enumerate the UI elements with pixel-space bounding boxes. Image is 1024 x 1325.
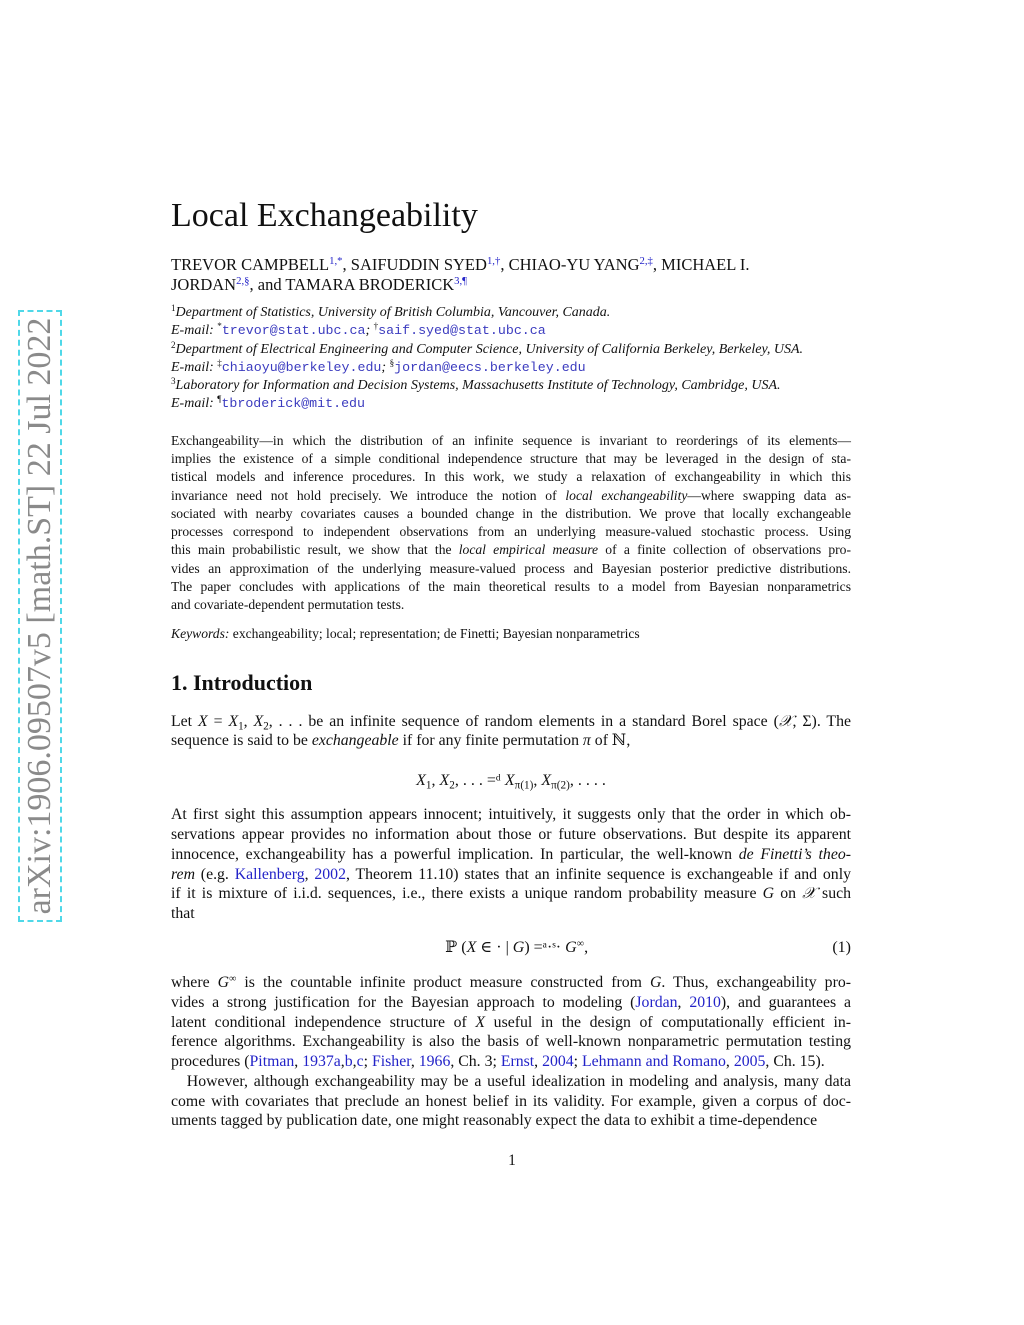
- text: (e.g.: [194, 865, 235, 883]
- italic-text: 𝒳: [778, 712, 793, 730]
- text: , Theorem 11.10) states that an infinite sequence is exchangeable if and only: [345, 865, 851, 883]
- text: sequence is said to be: [171, 732, 312, 750]
- citation-link[interactable]: Jordan: [635, 993, 678, 1011]
- subscript: 1: [425, 779, 432, 792]
- text: ;: [363, 1053, 372, 1071]
- text: —where swapping data as-: [687, 487, 852, 503]
- email-link[interactable]: tbroderick@mit.edu: [221, 396, 366, 412]
- text: ,: [725, 1053, 734, 1071]
- text-line: [171, 904, 851, 924]
- text: Let: [171, 712, 198, 730]
- section-heading: 1. Introduction: [171, 669, 313, 695]
- text: , . . . be an infinite sequence of random elements in a standard Borel space (: [268, 712, 779, 730]
- text: ,: [294, 1053, 303, 1071]
- text-line: [171, 845, 851, 865]
- text: ,: [304, 865, 315, 883]
- italic-text: X: [541, 772, 552, 790]
- equation-1: [171, 936, 851, 960]
- text: ,: [584, 938, 589, 956]
- citation-link[interactable]: Pitman: [249, 1053, 295, 1071]
- text: ,: [431, 772, 440, 790]
- text: ,: [340, 1053, 345, 1071]
- text-line: [171, 884, 851, 904]
- italic-text: X: [475, 1013, 486, 1031]
- italic-text: E-mail:: [171, 359, 218, 375]
- text: ,: [533, 772, 542, 790]
- italic-text: X: [466, 938, 477, 956]
- text-line: [171, 805, 851, 825]
- arxiv-id: arXiv:1906.09507v5 [math.ST] 22 Jul 2022: [21, 317, 58, 915]
- italic-text: G: [512, 938, 525, 956]
- text-line: [171, 1111, 851, 1131]
- text: ): [524, 938, 534, 956]
- text: useful in the design of computationally efficient in-: [485, 1013, 851, 1031]
- italic-text: ;: [365, 323, 374, 339]
- citation-link[interactable]: 2002: [314, 865, 346, 883]
- text: However, although exchangeability may be a useful idealization in modeling and analysis, many data: [171, 1072, 851, 1090]
- text: =: [207, 712, 229, 730]
- text: is the countable infinite product measure constructed from: [236, 973, 650, 991]
- superscript: 2: [171, 339, 176, 350]
- italic-text: G: [565, 938, 577, 956]
- equation: [171, 769, 851, 793]
- text: . Thus, exchangeability pro-: [661, 973, 851, 991]
- italic-text: X: [439, 772, 450, 790]
- footnote-marker[interactable]: 2,‡: [639, 255, 653, 268]
- text: uments tagged by publication date, one might reasonably expect the data to exhibit a time-dependence: [171, 1112, 818, 1130]
- superscript: ¶: [217, 394, 222, 405]
- italic-text: ;: [381, 359, 390, 375]
- text: Exchangeability—in which the distribution of an infinite sequence is invariant to reorderings of its elements—: [171, 432, 851, 448]
- italic-text: Department of Electrical Engineering and Computer Science, University of California Berkeley, Berkeley, USA.: [175, 341, 804, 357]
- text: where: [171, 973, 218, 991]
- page-column: [171, 0, 851, 1131]
- text: , . . .: [454, 772, 487, 790]
- text: ,: [352, 1053, 357, 1071]
- text: , Ch. 3;: [450, 1053, 501, 1071]
- footnote-marker[interactable]: 1,†: [486, 255, 501, 268]
- italic-text: rem: [171, 865, 195, 883]
- citation-link[interactable]: b: [344, 1053, 353, 1071]
- page-number: 1: [508, 1152, 516, 1169]
- text: processes correspond to independent observations from an underlying measure-valued stochastic process. Using: [171, 524, 851, 540]
- text-line: [171, 625, 851, 643]
- text: if for any finite permutation: [398, 732, 583, 750]
- email-link[interactable]: saif.syed@stat.ubc.ca: [378, 323, 546, 339]
- text: The paper concludes with applications of the main theoretical results to a model from Bayesian nonparametrics: [171, 578, 851, 594]
- italic-text: X: [416, 772, 426, 790]
- text-line: [171, 973, 851, 993]
- text-line: [171, 769, 851, 793]
- superscript: §: [389, 357, 395, 368]
- text: At first sight this assumption appears innocent; intuitively, it suggests only that the order in which ob-: [171, 806, 851, 824]
- text-line: [171, 304, 851, 322]
- text: sociated with nearby covariates causes a bounded change in the distribution. We prove that locally exchangeable: [171, 505, 851, 521]
- text: vides an approximation of the underlying measure-valued process and Bayesian posterior predictive distributions.: [171, 560, 851, 576]
- affiliations: [171, 304, 851, 414]
- text: exchangeability; local; representation; de Finetti; Bayesian nonparametrics: [229, 626, 640, 642]
- superscript: 1: [171, 303, 176, 313]
- citation-link[interactable]: Ernst: [500, 1053, 535, 1071]
- text: =ᵈ: [486, 772, 505, 790]
- italic-text: exchangeable: [311, 732, 399, 750]
- subscript: π(1): [514, 779, 534, 792]
- text-line: [171, 865, 851, 885]
- text: of a finite collection of observations pro-: [598, 542, 851, 558]
- text: invariance need not hold precisely. We introduce the notion of: [171, 487, 566, 503]
- text-line: [171, 1013, 851, 1033]
- text: procedures (: [171, 1053, 250, 1071]
- subscript: π(2): [551, 779, 570, 792]
- text: , SAIFUDDIN SYED: [342, 255, 487, 274]
- citation-link[interactable]: 2004: [542, 1053, 574, 1071]
- citation-link[interactable]: Fisher: [371, 1053, 411, 1071]
- text: TREVOR CAMPBELL: [171, 255, 330, 274]
- text: ,: [243, 712, 254, 730]
- text-line: [171, 1092, 851, 1112]
- text: , and TAMARA BRODERICK: [249, 275, 455, 294]
- text: of ℕ,: [590, 732, 631, 750]
- citation-link[interactable]: Lehmann and Romano: [582, 1053, 726, 1071]
- paragraph: [171, 1072, 851, 1131]
- text-line: [171, 505, 851, 523]
- text: =ᵃ·ˢ·: [533, 938, 566, 956]
- italic-text: 𝒳: [802, 885, 816, 903]
- citation-link[interactable]: 1966: [418, 1053, 451, 1071]
- italic-text: local exchangeability: [565, 487, 688, 503]
- text: latent conditional independence structure of: [171, 1013, 476, 1031]
- text-line: [171, 560, 851, 578]
- italic-text: local empirical measure: [458, 542, 599, 558]
- text-line: [171, 993, 851, 1013]
- text: , MICHAEL I.: [652, 255, 750, 274]
- text-line: [171, 1052, 851, 1072]
- text: ), and guarantees a: [720, 993, 851, 1011]
- citation-link[interactable]: 2010: [689, 993, 721, 1011]
- text: , . . . .: [569, 772, 606, 790]
- author-list: [171, 255, 851, 295]
- text-line: [171, 712, 851, 732]
- text-line: [171, 731, 851, 751]
- paragraph: [171, 973, 851, 1072]
- text: , Ch. 15).: [765, 1053, 825, 1071]
- text: tistical models and inference procedures. In this work, we study a relaxation of exchangeability in which this: [171, 469, 851, 485]
- text-line: [171, 275, 851, 295]
- italic-text: π: [582, 732, 591, 750]
- keywords: [171, 625, 851, 643]
- italic-text: G: [649, 973, 662, 991]
- equation-expression: [171, 936, 832, 960]
- italic-text: X: [253, 712, 264, 730]
- citation-link[interactable]: c: [356, 1053, 364, 1071]
- superscript: ∞: [229, 973, 237, 985]
- italic-text: Keywords:: [171, 626, 230, 642]
- text: ,: [677, 993, 690, 1011]
- subscript: 2: [263, 719, 269, 732]
- paper-title: Local Exchangeability: [171, 197, 478, 234]
- text-line: [171, 487, 851, 505]
- paragraph: [171, 805, 851, 924]
- text-line: [171, 359, 851, 377]
- subscript: 1: [238, 719, 244, 732]
- text: servations appear provides no information about those or future observations. But despite its apparent: [171, 825, 851, 843]
- text-line: [171, 596, 851, 614]
- subscript: 2: [449, 779, 455, 792]
- italic-text: X: [198, 712, 208, 730]
- arxiv-stamp: [18, 310, 62, 922]
- text: JORDAN: [171, 275, 237, 294]
- paragraph: [171, 712, 851, 752]
- text: this main probabilistic result, we show that the: [171, 542, 459, 558]
- equation-number: (1): [832, 938, 851, 956]
- italic-text: Laboratory for Information and Decision Systems, Massachusetts Institute of Technology, Cambridge, USA.: [175, 378, 781, 394]
- text: and covariate-dependent permutation tests.: [171, 597, 405, 613]
- text-line: [171, 377, 851, 395]
- text-line: [171, 395, 851, 413]
- text-line: [171, 450, 851, 468]
- text-line: [171, 1072, 851, 1092]
- text-line: [171, 578, 851, 596]
- email-link[interactable]: chiaoyu@berkeley.edu: [221, 359, 382, 375]
- text: implies the existence of a simple conditional independence structure that may be leveraged in the design of sta-: [171, 451, 851, 467]
- text: vides a strong justification for the Bayesian approach to modeling (: [171, 993, 636, 1011]
- italic-text: Department of Statistics, University of British Columbia, Vancouver, Canada.: [175, 305, 611, 320]
- citation-link[interactable]: Kallenberg: [234, 865, 305, 883]
- superscript: ∞: [576, 938, 585, 950]
- text: come with covariates that preclude an honest belief in its validity. For example, given a corpus of doc-: [171, 1092, 851, 1110]
- text: ∈ · |: [476, 938, 513, 956]
- text-line: [201, 936, 832, 960]
- italic-text: E-mail:: [171, 323, 218, 339]
- superscript: 3: [171, 376, 176, 387]
- text-line: [171, 523, 851, 541]
- text-line: [171, 541, 851, 559]
- text: such: [815, 885, 852, 903]
- abstract: [171, 432, 851, 615]
- text-line: [171, 468, 851, 486]
- text: , CHIAO-YU YANG: [500, 255, 640, 274]
- italic-text: E-mail:: [171, 396, 218, 412]
- text: ,: [534, 1053, 543, 1071]
- text-line: [171, 255, 851, 275]
- footnote-marker[interactable]: 3,¶: [454, 275, 468, 288]
- email-link[interactable]: trevor@stat.ubc.ca: [221, 323, 366, 339]
- text: , Σ). The: [792, 712, 851, 730]
- text: innocence, exchangeability has a powerful implication. In particular, the well-known: [171, 845, 739, 863]
- italic-text: de Finetti’s theo-: [738, 845, 851, 863]
- italic-text: G: [762, 885, 775, 903]
- italic-text: X: [228, 712, 239, 730]
- text: that: [171, 905, 195, 923]
- text-line: [171, 825, 851, 845]
- italic-text: G: [217, 973, 230, 991]
- text: on: [774, 885, 803, 903]
- footnote-marker[interactable]: 1,*: [329, 255, 343, 268]
- footnote-marker[interactable]: 2,§: [236, 275, 250, 288]
- text-line: [171, 322, 851, 340]
- superscript: †: [373, 321, 379, 332]
- citation-link[interactable]: 1937a: [302, 1053, 341, 1071]
- text: if it is mixture of i.i.d. sequences, i.e., there exists a unique random probability measure: [171, 885, 763, 903]
- text: ℙ (: [445, 938, 467, 956]
- italic-text: X: [504, 772, 515, 790]
- email-link[interactable]: jordan@eecs.berkeley.edu: [394, 359, 586, 375]
- text-line: [171, 1032, 851, 1052]
- text: ference algorithms. Exchangeability is also the basis of well-known nonparametric permutation testing: [171, 1033, 851, 1051]
- text: ,: [410, 1053, 419, 1071]
- text-line: [171, 341, 851, 359]
- citation-link[interactable]: 2005: [733, 1053, 766, 1071]
- superscript: ‡: [217, 357, 222, 368]
- superscript: *: [217, 321, 222, 332]
- text: ;: [573, 1053, 583, 1071]
- text-line: [171, 432, 851, 450]
